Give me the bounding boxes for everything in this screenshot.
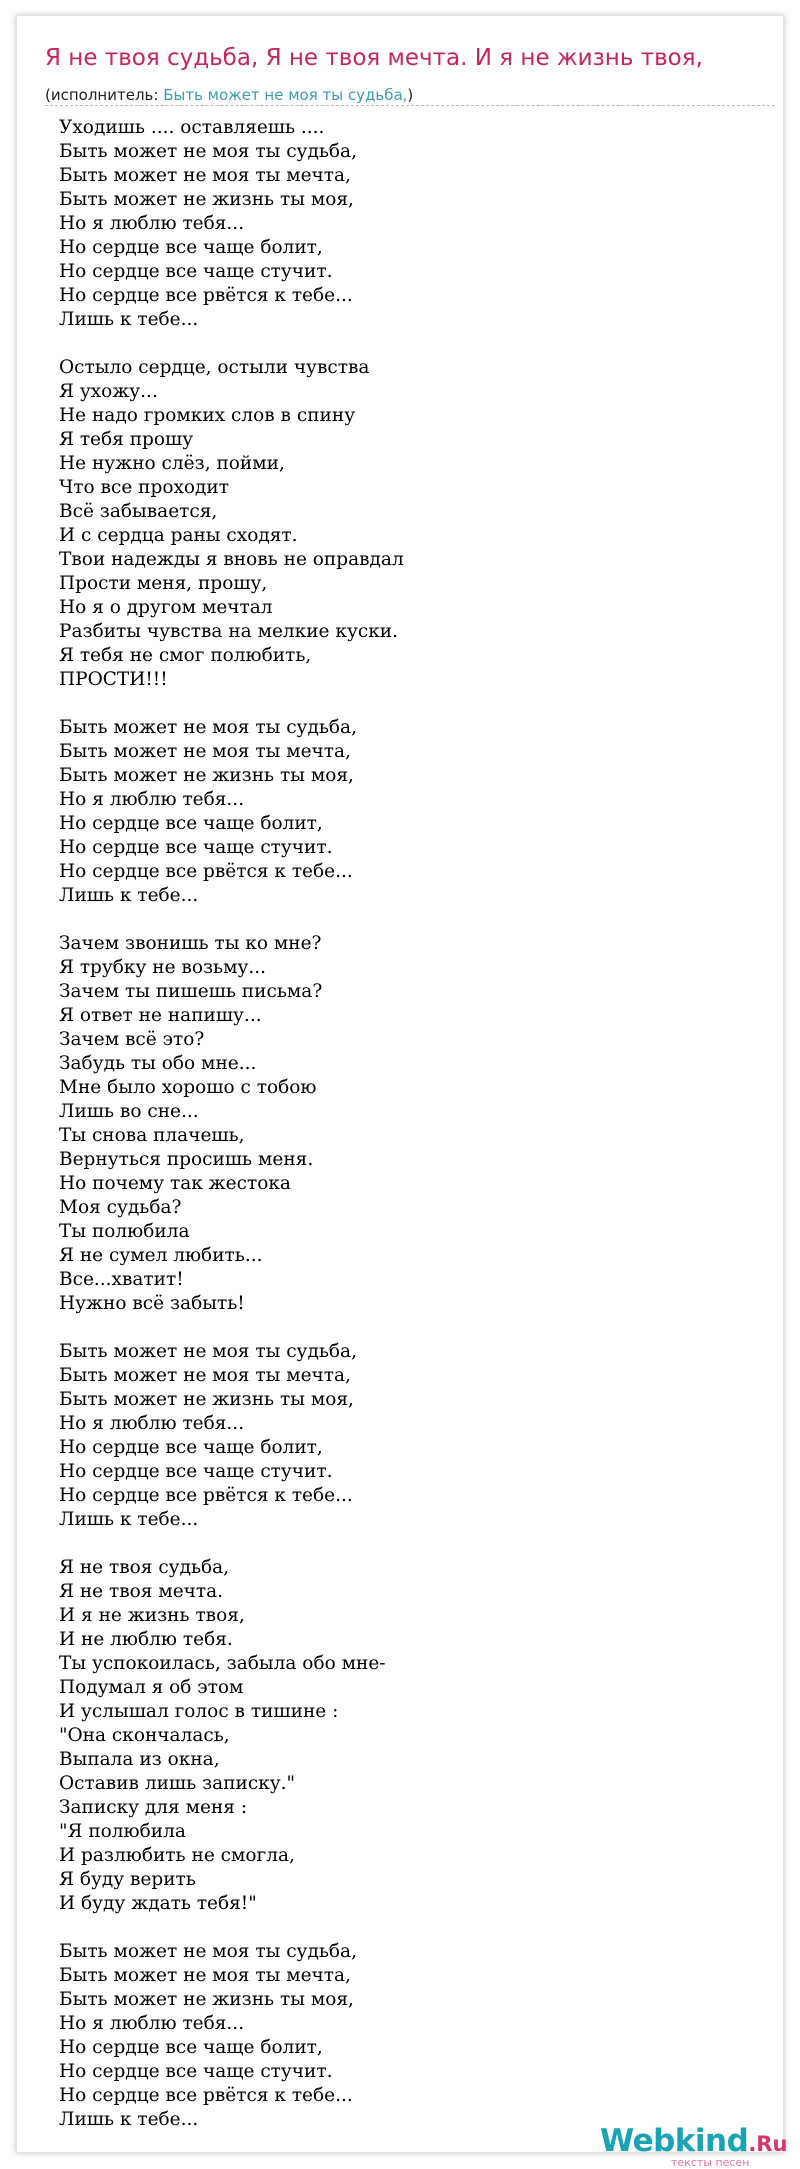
lyrics-line: Вернуться просишь меня. [59, 1149, 314, 1170]
lyrics-line: Я не сумел любить... [59, 1245, 263, 1266]
lyrics-stanza [59, 1340, 759, 1532]
logo-domain: .Ru [748, 2132, 788, 2156]
lyrics-line: Что все проходит [59, 477, 229, 498]
lyrics-line: Быть может не моя ты судьба, [59, 1941, 357, 1962]
lyrics-card [16, 15, 788, 2169]
lyrics-stanza [59, 716, 759, 908]
lyrics-line: И услышал голос в тишине : [59, 1701, 339, 1722]
lyrics-line: Лишь к тебе... [59, 1509, 199, 1530]
lyrics-line: Выпала из окна, [59, 1749, 220, 1770]
lyrics-stanza [59, 116, 759, 332]
lyrics-line: Быть может не жизнь ты моя, [59, 765, 354, 786]
lyrics-line: Но сердце все рвётся к тебе... [59, 2085, 353, 2106]
lyrics-line: Зачем всё это? [59, 1029, 205, 1050]
lyrics-line: Я тебя прошу [59, 429, 194, 450]
logo-tagline: тексты песен [671, 2156, 750, 2169]
lyrics-line: Быть может не моя ты мечта, [59, 1365, 351, 1386]
lyrics-line: "Она скончалась, [59, 1725, 230, 1746]
lyrics-line: Но сердце все чаще стучит. [59, 1461, 333, 1482]
lyrics-stanza [59, 1556, 759, 1916]
lyrics-line: "Я полюбила [59, 1821, 186, 1842]
lyrics-line: Быть может не моя ты судьба, [59, 1341, 357, 1362]
lyrics-line: Подумал я об этом [59, 1677, 244, 1698]
lyrics-line: Твои надежды я вновь не оправдал [59, 549, 404, 570]
lyrics-line: Но сердце все чаще болит, [59, 2037, 323, 2058]
lyrics-line: ПРОСТИ!!! [59, 669, 168, 690]
lyrics-line: Но сердце все рвётся к тебе... [59, 861, 353, 882]
lyrics-line: Но я люблю тебя... [59, 1413, 245, 1434]
lyrics-line: Быть может не моя ты мечта, [59, 1965, 351, 1986]
lyrics-line: Ты полюбила [59, 1221, 190, 1242]
lyrics-line: Ты снова плачешь, [59, 1125, 245, 1146]
lyrics-line: Быть может не жизнь ты моя, [59, 1389, 354, 1410]
lyrics-line: И я не жизнь твоя, [59, 1605, 245, 1626]
lyrics-line: И не люблю тебя. [59, 1629, 233, 1650]
lyrics-line: Но сердце все чаще болит, [59, 237, 323, 258]
performer-link[interactable]: Быть может не моя ты судьба, [163, 86, 408, 104]
lyrics-stanza [59, 356, 759, 692]
lyrics-stanza [59, 932, 759, 1316]
lyrics-line: Но сердце все чаще стучит. [59, 837, 333, 858]
logo-wordmark: Webkind [600, 2123, 749, 2159]
lyrics-line: Я буду верить [59, 1869, 196, 1890]
lyrics-line: Лишь во сне... [59, 1101, 199, 1122]
lyrics-line: Но сердце все чаще стучит. [59, 261, 333, 282]
performer-prefix: (исполнитель: [45, 86, 164, 104]
performer-line [45, 85, 413, 105]
lyrics-line: И с сердца раны сходят. [59, 525, 298, 546]
lyrics-line: Быть может не моя ты судьба, [59, 717, 357, 738]
lyrics-line: Моя судьба? [59, 1197, 182, 1218]
lyrics-line: Но сердце все чаще болит, [59, 813, 323, 834]
lyrics-line: Но я люблю тебя... [59, 213, 245, 234]
title-divider [45, 105, 775, 106]
lyrics-line: И буду ждать тебя!" [59, 1893, 257, 1914]
lyrics-line: Быть может не жизнь ты моя, [59, 1989, 354, 2010]
lyrics-line: Но сердце все чаще стучит. [59, 2061, 333, 2082]
lyrics-line: Не надо громких слов в спину [59, 405, 356, 426]
lyrics-line: Всё забывается, [59, 501, 218, 522]
lyrics-line: Я ухожу... [59, 381, 158, 402]
lyrics-line: Прости меня, прошу, [59, 573, 268, 594]
lyrics-stanza [59, 1940, 759, 2132]
lyrics-line: Зачем ты пишешь письма? [59, 981, 323, 1002]
lyrics-line: Быть может не моя ты мечта, [59, 741, 351, 762]
lyrics-line: Лишь к тебе... [59, 309, 199, 330]
lyrics-line: Но я люблю тебя... [59, 2013, 245, 2034]
site-logo[interactable] [600, 2123, 788, 2169]
lyrics-line: Ты успокоилась, забыла обо мне- [59, 1653, 386, 1674]
lyrics-line: Но я о другом мечтал [59, 597, 273, 618]
lyrics-line: Разбиты чувства на мелкие куски. [59, 621, 398, 642]
lyrics-line: Забудь ты обо мне... [59, 1053, 257, 1074]
lyrics-line: Быть может не моя ты мечта, [59, 165, 351, 186]
lyrics-line: Уходишь .... оставляешь .... [59, 117, 325, 138]
lyrics-line: Нужно всё забыть! [59, 1293, 245, 1314]
lyrics-line: Остыло сердце, остыли чувства [59, 357, 370, 378]
song-title: Я не твоя судьба, Я не твоя мечта. И я не жизнь твоя, [45, 45, 703, 71]
lyrics-line: И разлюбить не смогла, [59, 1845, 295, 1866]
lyrics-line: Я не твоя судьба, [59, 1557, 230, 1578]
lyrics-line: Записку для меня : [59, 1797, 248, 1818]
lyrics-line: Лишь к тебе... [59, 2109, 199, 2130]
lyrics-line: Но я люблю тебя... [59, 789, 245, 810]
lyrics-line: Я не твоя мечта. [59, 1581, 224, 1602]
lyrics-line: Быть может не моя ты судьба, [59, 141, 357, 162]
lyrics-line: Быть может не жизнь ты моя, [59, 189, 354, 210]
lyrics-line: Я ответ не напишу... [59, 1005, 262, 1026]
lyrics-line: Оставив лишь записку." [59, 1773, 296, 1794]
lyrics-line: Все...хватит! [59, 1269, 184, 1290]
lyrics-line: Зачем звонишь ты ко мне? [59, 933, 322, 954]
lyrics-line: Я трубку не возьму... [59, 957, 267, 978]
lyrics-body [59, 116, 759, 2156]
lyrics-line: Но сердце все рвётся к тебе... [59, 285, 353, 306]
lyrics-line: Я тебя не смог полюбить, [59, 645, 312, 666]
lyrics-line: Лишь к тебе... [59, 885, 199, 906]
lyrics-line: Но сердце все чаще болит, [59, 1437, 323, 1458]
lyrics-line: Мне было хорошо с тобою [59, 1077, 317, 1098]
lyrics-line: Не нужно слёз, пойми, [59, 453, 285, 474]
lyrics-line: Но сердце все рвётся к тебе... [59, 1485, 353, 1506]
lyrics-line: Но почему так жестока [59, 1173, 291, 1194]
performer-suffix: ) [407, 86, 414, 104]
